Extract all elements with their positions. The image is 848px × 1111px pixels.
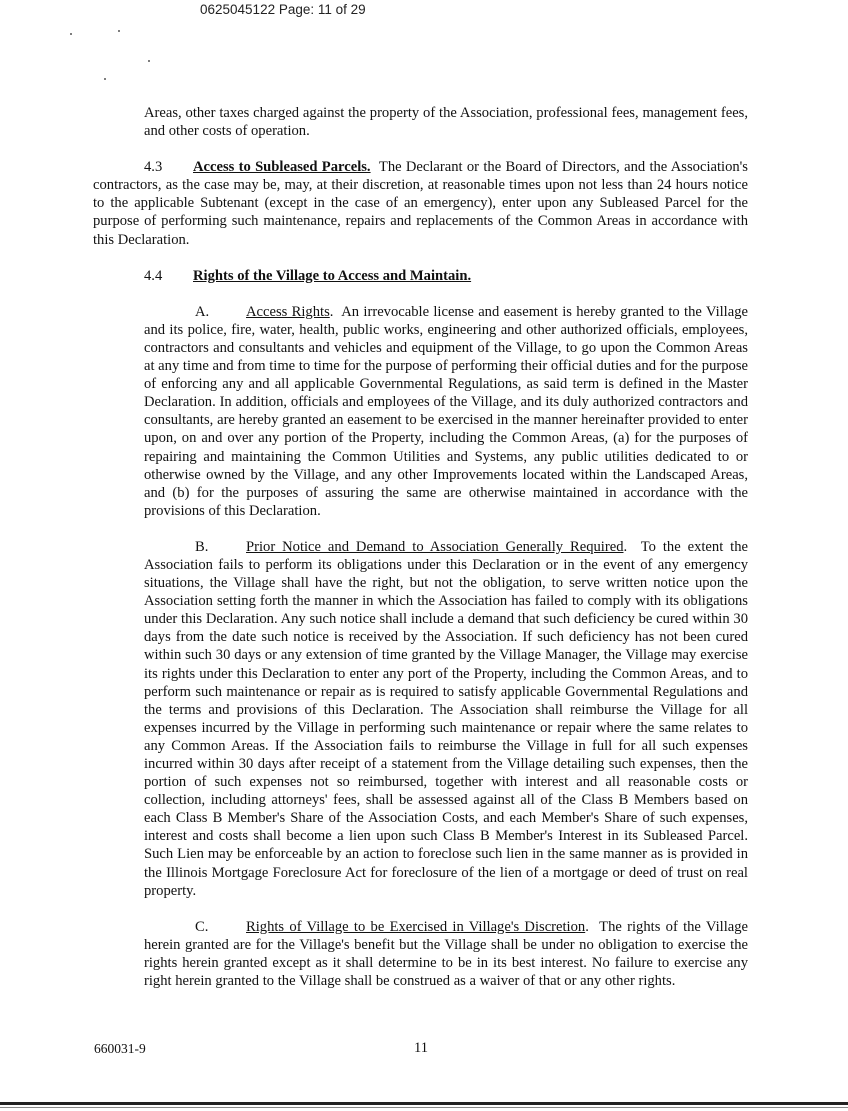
scan-edge-rule [0,1102,848,1105]
scan-speck [104,78,106,80]
section-4-4-heading [93,267,748,285]
recording-stamp: 0625045122 Page: 11 of 29 [200,2,366,17]
subsection-letter: B. [195,538,209,555]
subsection-a: A. Access Rights. An irrevocable license and easement is hereby granted to the Village and its police, fire, water, health, public works, engineering and other authorized officials, employees, contractors and consultants and vehicles and equipment of the Village, to go upon the Common Areas at any time and from time to time for the purpose of performing their official duties and for the purpose of enforcing any and all applicable Governmental Regulations, as said term is defined in the Master Declaration. In addition, officials and employees of the Village, and its duly authorized contractors and consultants, are hereby granted an easement to be exercised in the manner hereinafter provided to enter upon, on and over any portion of the Property, including the Common Areas, (a) for the purposes of repairing and maintaining the Common Utilities and Systems, any public utilities dedicated to or otherwise owned by the Village, and any other Improvements located within the Landscaped Areas, and (b) for the purposes of assuring the same are otherwise maintained in accordance with the provisions of this Declaration. [144,303,748,519]
subsection-b: B. Prior Notice and Demand to Association Generally Required. To the extent the Association fails to perform its obligations under this Declaration or in the event of any emergency situations, the Village shall have the right, but not the obligation, to serve written notice upon the Association setting forth the manner in which the Association has failed to comply with its obligations under this Declaration. Any such notice shall include a demand that such deficiency be cured within 30 days from the date such notice is received by the Association. If such deficiency has not been cured within such 30 days or any extension of time granted by the Village Manager, the Village may exercise its rights under this Declaration to enter any port of the Property, including the Common Areas, and to perform such maintenance or repair as is required to satisfy applicable Governmental Regulations and the terms and provisions of this Declaration. The Association shall reimburse the Village for all expenses incurred by the Village in performing such maintenance or repair where the same relates to any Common Areas. If the Association fails to reimburse the Village in full for all such expenses incurred within 30 days after receipt of a statement from the Village detailing such expenses, then the portion of such expenses not so reimbursed, together with interest and all reasonable costs or collection, including attorneys' fees, shall be assessed against all of the Class B Members based on each Class B Member's Share of the Association Costs, and each Member's Share of such expenses, interest and costs shall become a lien upon such Class B Member's Interest in its Subleased Parcel. Such Lien may be enforceable by an action to foreclose such lien in the same manner as is provided in the Illinois Mortgage Foreclosure Act for foreclosure of the lien of a mortgage or deed of trust on real property. [144,538,748,899]
subsection-text: The rights of the Village herein granted are for the Village's benefit but the Village shall be under no obligation to exercise the rights herein granted except as it shall determine to be in its best interest. No failure to exercise any right herein granted to the Village shall be construed as a waiver of that or any other rights. [144,918,749,990]
subsection-title: Access Rights [246,303,330,320]
subsection-title: Rights of Village to be Exercised in Village's Discretion [246,918,586,935]
scan-speck [148,60,150,62]
scan-edge-rule [0,1107,848,1108]
section-title: Access to Subleased Parcels. [193,159,371,176]
document-id: 660031-9 [94,1041,146,1056]
subsection-text: To the extent the Association fails to perform its obligations under this Declaration or in the event of any emergency situations, the Village shall have the right, but not the obligation, to serve written notice upon the Association setting forth the manner in which the Association has failed to comply with its obligations under this Declaration. Any such notice shall include a demand that such deficiency be cured within 30 days from the date such notice is received by the Association. If such deficiency has not been cured within such 30 days or any extension of time granted by the Village Manager, the Village may exercise its rights under this Declaration to enter any port of the Property, including the Common Areas, and to perform such maintenance or repair as is required to satisfy applicable Governmental Regulations and the terms and provisions of this Declaration. The Association shall reimburse the Village for all expenses incurred by the Village in performing such maintenance or repair where the same relates to any Common Areas. If the Association fails to reimburse the Village in full for all such expenses incurred within 30 days after receipt of a statement from the Village detailing such expenses, then the portion of such expenses not so reimbursed, together with interest and all reasonable costs or collection, including attorneys' fees, shall be assessed against all of the Class B Members based on each Class B Member's Share of the Association Costs, and each Member's Share of such expenses, interest and costs shall become a lien upon such Class B Member's Interest in its Subleased Parcel. Such Lien may be enforceable by an action to foreclose such lien in the same manner as is provided in the Illinois Mortgage Foreclosure Act for foreclosure of the lien of a mortgage or deed of trust on real property. [144,538,748,899]
scan-speck [70,33,72,35]
section-number: 4.4 [144,267,163,284]
subsection-text: An irrevocable license and easement is hereby granted to the Village and its police, fire, water, health, public works, engineering and other authorized officials, employees, contractors and consultants and vehicles and equipment of the Village, to go upon the Common Areas at any time and from time to time for the purpose of performing their official duties and for the purpose of enforcing any and all applicable Governmental Regulations, as said term is defined in the Master Declaration. In addition, officials and employees of the Village, and its duly authorized contractors and consultants, are hereby granted an easement to be exercised in the manner hereinafter provided to enter upon, on and over any portion of the Property, including the Common Areas, (a) for the purposes of repairing and maintaining the Common Utilities and Systems, any public utilities dedicated to or otherwise owned by the Village, and any other Improvements located within the Landscaped Areas, and (b) for the purposes of assuring the same are otherwise maintained in accordance with the provisions of this Declaration. [144,303,748,519]
subsection-title: Prior Notice and Demand to Association Generally Required [246,538,624,555]
section-text: The Declarant or the Board of Directors, and the Association's contractors, as the case may be, may, at their discretion, at reasonable times upon not less than 24 hours notice to the applicable Subtenant (except in the case of an emergency), enter upon any Subleased Parcel for the purpose of performing such maintenance, repairs and replacements of the Common Areas in accordance with this Declaration. [93,159,748,248]
subsection-letter: C. [195,918,209,935]
subsection-c: C. Rights of Village to be Exercised in Village's Discretion. The rights of the Village herein granted are for the Village's benefit but the Village shall be under no obligation to exercise the rights herein granted except as it shall determine to be in its best interest. No failure to exercise any right herein granted to the Village shall be construed as a waiver of that or any other rights. [144,918,749,990]
section-number: 4.3 [144,159,163,176]
document-body [93,104,748,1008]
scan-speck [118,30,120,32]
subsection-letter: A. [195,303,210,320]
continuation-paragraph: Areas, other taxes charged against the property of the Association, professional fees, management fees, and other costs of operation. [144,105,748,140]
section-4-3 [93,158,748,248]
page-number: 11 [414,1040,428,1056]
section-title: Rights of the Village to Access and Maintain. [193,267,472,284]
